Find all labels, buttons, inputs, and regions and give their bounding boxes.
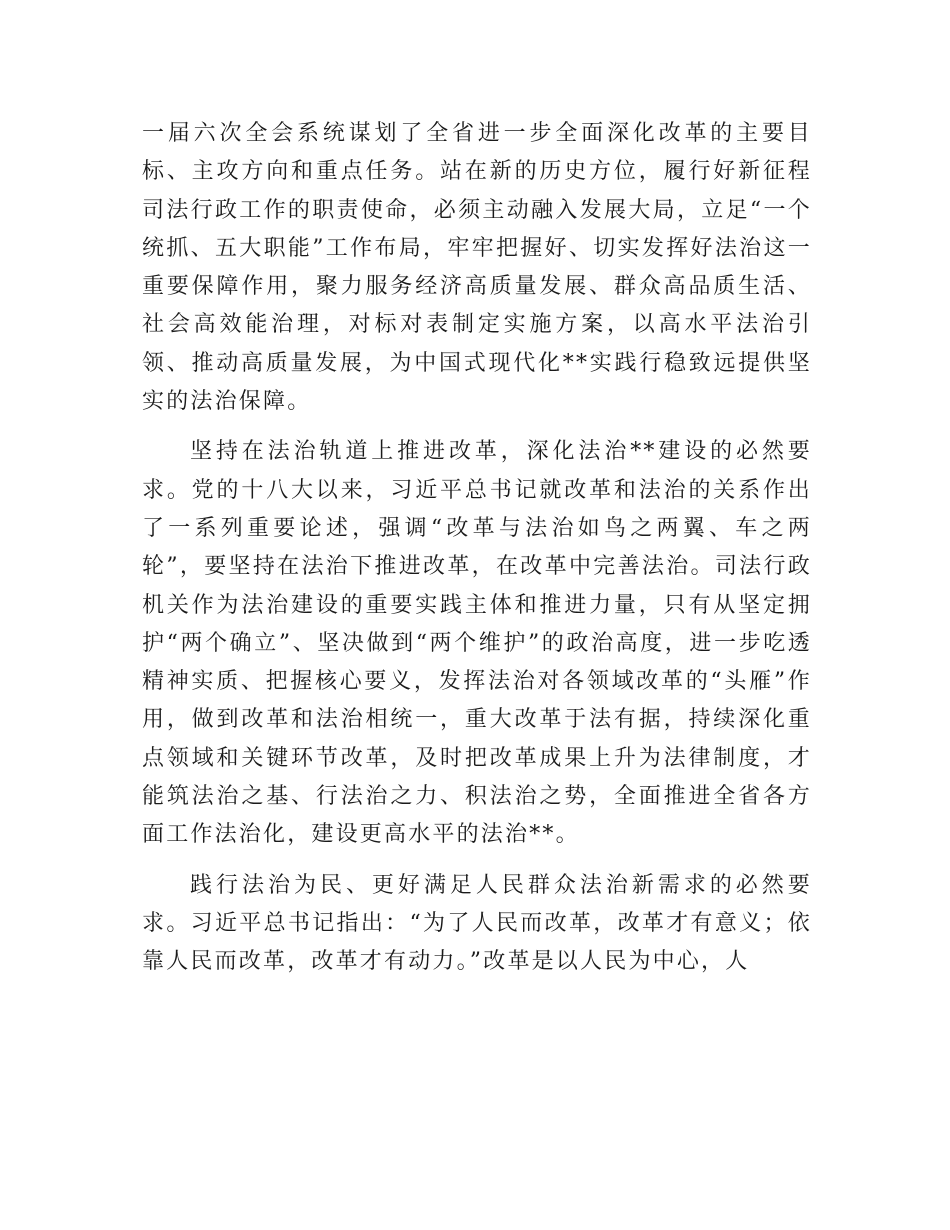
paragraph-law-for-people: 践行法治为民、更好满足人民群众法治新需求的必然要求。习近平总书记指出：“为了人民而改革，改革才有意义；依靠人民而改革，改革才有动力。”改革是以人民为中心，人 xyxy=(142,872,812,975)
paragraph-continuation: 一届六次全会系统谋划了全省进一步全面深化改革的主要目标、主攻方向和重点任务。站在新的历史方位，履行好新征程司法行政工作的职责使命，必须主动融入发展大局，立足“一个统抓、五大职能”工作布局，牢牢把握好、切实发挥好法治这一重要保障作用，聚力服务经济高质量发展、群众高品质生活、社会高效能治理，对标对表制定实施方案，以高水平法治引领、推动高质量发展，为中国式现代化**实践行稳致远提供坚实的法治保障。 xyxy=(142,121,812,415)
paragraph-reform-rule-of-law: 坚持在法治轨道上推进改革，深化法治**建设的必然要求。党的十八大以来，习近平总书记就改革和法治的关系作出了一系列重要论述，强调“改革与法治如鸟之两翼、车之两轮”，要坚持在法治下推进改革，在改革中完善法治。司法行政机关作为法治建设的重要实践主体和推进力量，只有从坚定拥护“两个确立”、坚决做到“两个维护”的政治高度，进一步吃透精神实质、把握核心要义，发挥法治对各领域改革的“头雁”作用，做到改革和法治相统一，重大改革于法有据，持续深化重点领域和关键环节改革，及时把改革成果上升为法律制度，才能筑法治之基、行法治之力、积法治之势，全面推进全省各方面工作法治化，建设更高水平的法治**。 xyxy=(142,439,812,848)
document-page xyxy=(142,115,812,994)
